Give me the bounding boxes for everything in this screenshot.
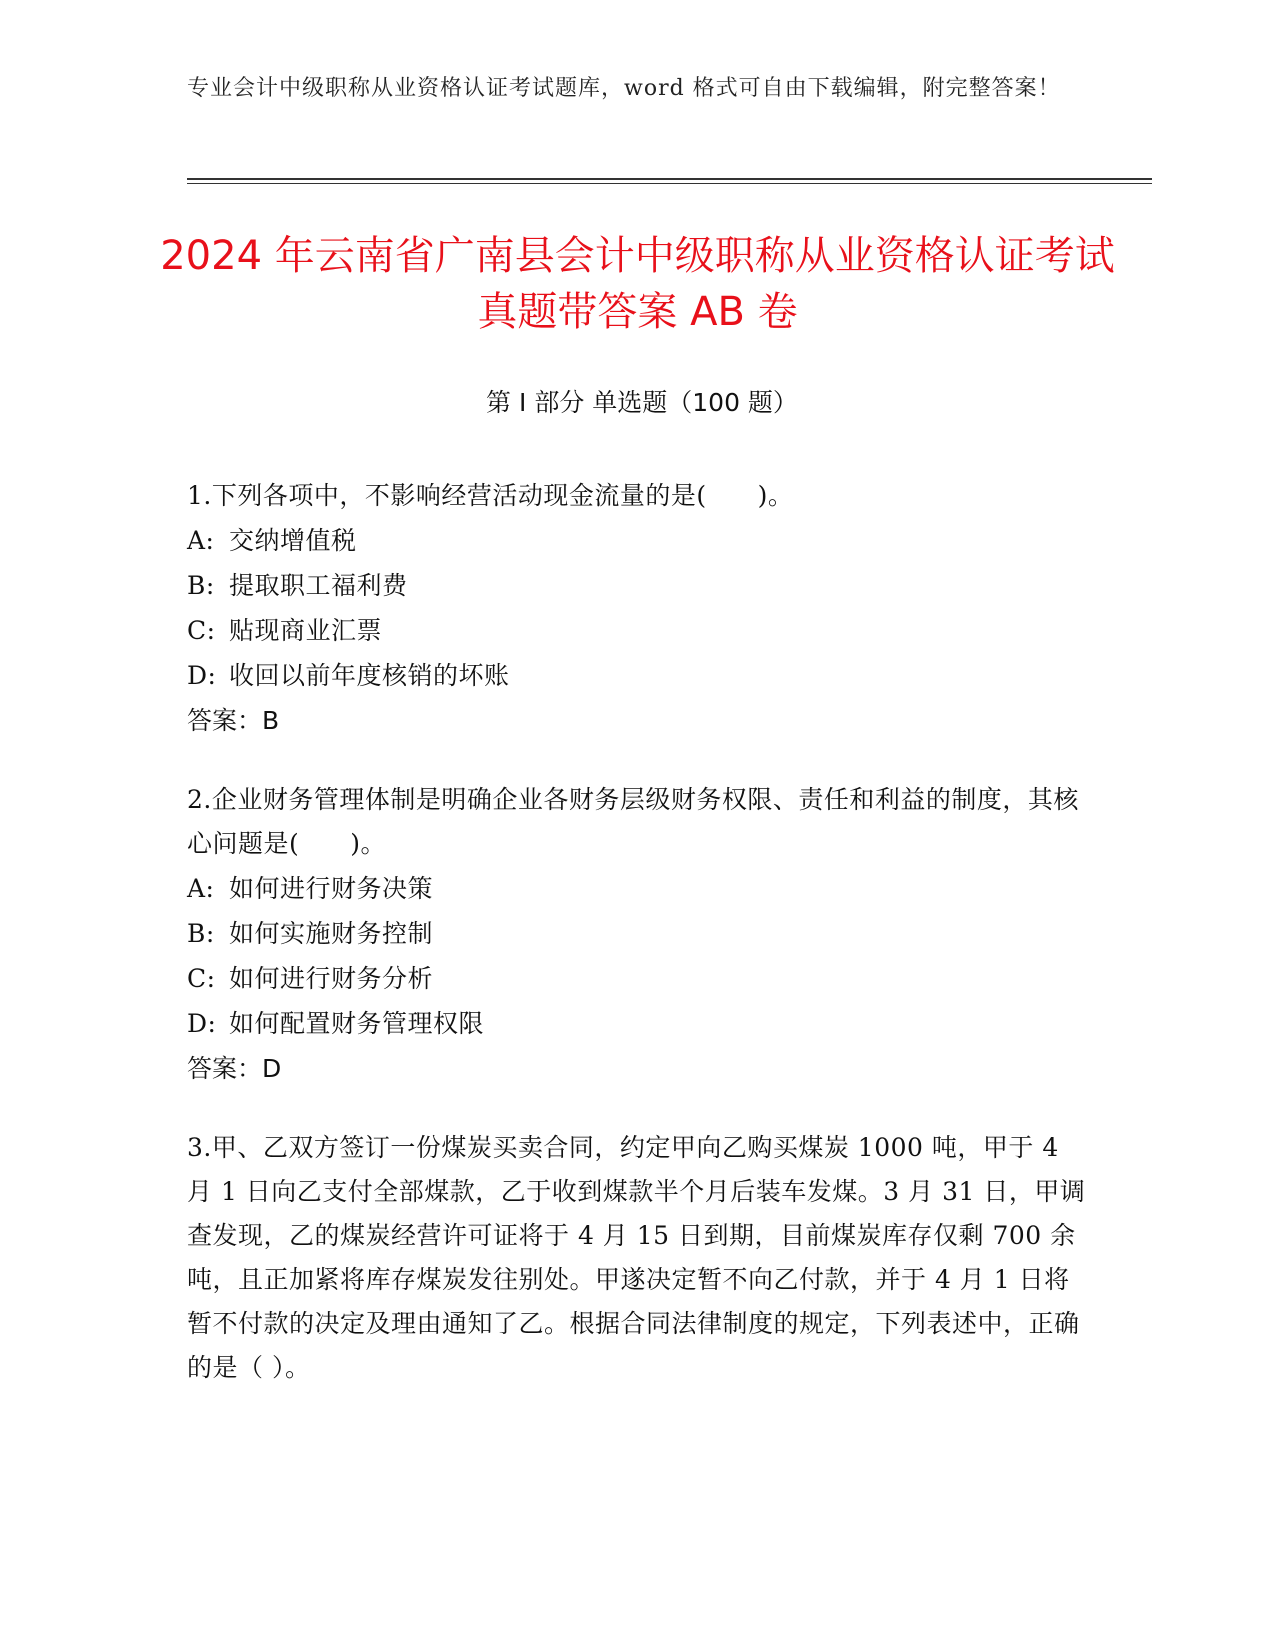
document-title: 2024 年云南省广南县会计中级职称从业资格认证考试真题带答案 AB 卷 bbox=[160, 233, 1115, 335]
option-text: 如何进行财务分析 bbox=[229, 964, 434, 993]
header-divider-thin bbox=[187, 183, 1152, 184]
option-key: B: bbox=[187, 919, 215, 948]
section-heading: 第 I 部分 单选题（100 题） bbox=[486, 388, 798, 417]
option-text: 交纳增值税 bbox=[229, 526, 357, 555]
option-b bbox=[187, 563, 1087, 608]
option-key: D: bbox=[187, 1009, 217, 1038]
option-d bbox=[187, 1001, 1087, 1046]
option-c bbox=[187, 608, 1087, 653]
answer-line: 答案：B bbox=[187, 706, 280, 735]
header-divider-thick bbox=[187, 178, 1152, 180]
question-list bbox=[187, 474, 1087, 1424]
option-text: 提取职工福利费 bbox=[229, 571, 408, 600]
option-c bbox=[187, 956, 1087, 1001]
option-key: C: bbox=[187, 964, 216, 993]
option-key: A: bbox=[187, 874, 215, 903]
option-a bbox=[187, 518, 1087, 563]
option-key: A: bbox=[187, 526, 215, 555]
option-text: 收回以前年度核销的坏账 bbox=[229, 661, 510, 690]
option-a bbox=[187, 866, 1087, 911]
header-note: 专业会计中级职称从业资格认证考试题库，word 格式可自由下载编辑，附完整答案！ bbox=[187, 76, 1061, 101]
question-3 bbox=[187, 1126, 1087, 1390]
question-stem: 1.下列各项中，不影响经营活动现金流量的是( )。 bbox=[187, 481, 794, 510]
option-key: B: bbox=[187, 571, 215, 600]
option-text: 如何进行财务决策 bbox=[229, 874, 434, 903]
option-key: D: bbox=[187, 661, 217, 690]
option-d bbox=[187, 653, 1087, 698]
question-1 bbox=[187, 474, 1087, 744]
option-b bbox=[187, 911, 1087, 956]
question-stem: 3.甲、乙双方签订一份煤炭买卖合同，约定甲向乙购买煤炭 1000 吨，甲于 4 月 1 日向乙支付全部煤款，乙于收到煤款半个月后装车发煤。3 月 31 日，甲调查发现，乙的煤炭经营许可证将于 4 月 15 日到期，目前煤炭库存仅剩 700 余吨，且正加紧将库存煤炭发往别处。甲遂决定暂不向乙付款，并于 4 月 1 日将暂不付款的决定及理由通知了乙。根据合同法律制度的规定，下列表述中，正确的是（ ）。 bbox=[187, 1133, 1086, 1382]
option-key: C: bbox=[187, 616, 216, 645]
question-stem: 2.企业财务管理体制是明确企业各财务层级财务权限、责任和利益的制度，其核心问题是( )。 bbox=[187, 785, 1079, 858]
question-2 bbox=[187, 778, 1087, 1092]
answer-line: 答案：D bbox=[187, 1054, 282, 1083]
option-text: 贴现商业汇票 bbox=[229, 616, 383, 645]
option-text: 如何配置财务管理权限 bbox=[229, 1009, 485, 1038]
option-text: 如何实施财务控制 bbox=[229, 919, 434, 948]
